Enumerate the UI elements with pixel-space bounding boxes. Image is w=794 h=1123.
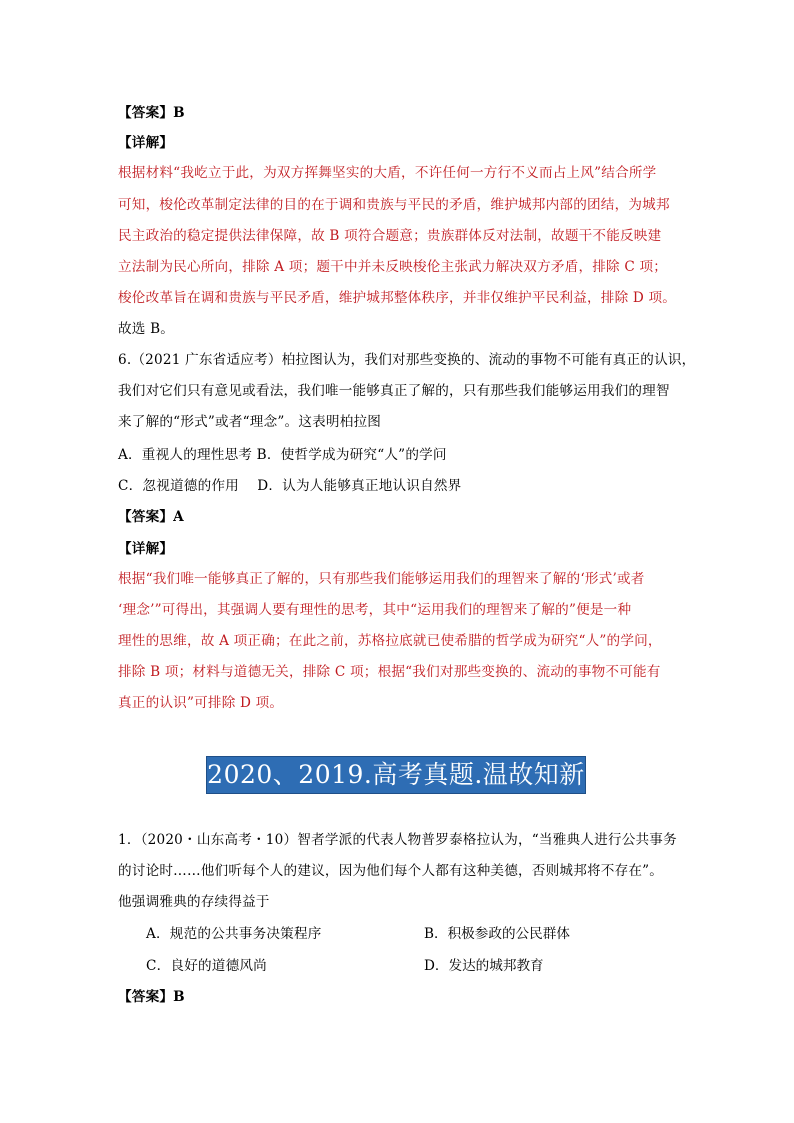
- question-stem-line: 1．（2020・山东高考・10）智者学派的代表人物普罗泰格拉认为，“当雅典人进行公共事务: [118, 832, 677, 848]
- option-c: C．良好的道德风尚: [146, 958, 267, 974]
- detail-text-line: 排除 B 项；材料与道德无关，排除 C 项；根据“我们对那些变换的、流动的事物不可能有: [118, 664, 661, 680]
- question-options-line: A．重视人的理性思考 B．使哲学成为研究“人”的学问: [118, 447, 447, 463]
- detail-text-line: 根据材料“我屹立于此，为双方挥舞坚实的大盾，不许任何一方行不义而占上风”结合所学: [118, 165, 657, 181]
- detail-text-line: 理性的思维，故 A 项正确；在此之前，苏格拉底就已使希腊的哲学成为研究“人”的学问，: [118, 633, 662, 649]
- question-stem-line: 来了解的“形式”或者“理念”。这表明柏拉图: [118, 414, 382, 430]
- detail-text-line: 故选 B。: [118, 321, 175, 337]
- question-stem-line: 6.（2021 广东省适应考）柏拉图认为，我们对那些变换的、流动的事物不可能有真正的认识，: [118, 352, 696, 368]
- option-a: A．规范的公共事务决策程序: [146, 926, 322, 942]
- detail-text-line: 可知，梭伦改革制定法律的目的在于调和贵族与平民的矛盾，维护城邦内部的团结，为城邦: [118, 197, 670, 213]
- detail-text-line: 立法制为民心所向，排除 A 项；题干中并未反映梭伦主张武力解决双方矛盾，排除 C 项；: [118, 259, 668, 275]
- detail-label: 【详解】: [118, 541, 174, 557]
- section-banner: 2020、2019.高考真题.温故知新: [206, 756, 586, 794]
- detail-text-line: 梭伦改革旨在调和贵族与平民矛盾，维护城邦整体秩序，并非仅维护平民利益，排除 D 项。: [118, 290, 677, 306]
- detail-text-line: 根据“我们唯一能够真正了解的，只有那些我们能够运用我们的理智来了解的‘形式’或者: [118, 571, 645, 587]
- answer-label: 【答案】B: [118, 105, 185, 121]
- detail-text-line: ‘理念’”可得出，其强调人要有理性的思考，其中“运用我们的理智来了解的”便是一种: [118, 602, 632, 618]
- detail-text-line: 民主政治的稳定提供法律保障，故 B 项符合题意；贵族群体反对法制，故题干不能反映建: [118, 228, 662, 244]
- question-stem-line: 他强调雅典的存续得益于: [118, 894, 270, 910]
- detail-label: 【详解】: [118, 135, 174, 151]
- answer-label: 【答案】A: [118, 509, 184, 525]
- question-stem-line: 我们对它们只有意见或看法，我们唯一能够真正了解的，只有那些我们能够运用我们的理智: [118, 383, 670, 399]
- answer-label: 【答案】B: [118, 989, 185, 1005]
- question-stem-line: 的讨论时……他们听每个人的建议，因为他们每个人都有这种美德，否则城邦将不存在”。: [118, 863, 664, 879]
- option-b: B．积极参政的公民群体: [424, 926, 570, 942]
- option-d: D．发达的城邦教育: [424, 958, 544, 974]
- detail-text-line: 真正的认识”可排除 D 项。: [118, 695, 284, 711]
- question-options-line: C．忽视道德的作用 D．认为人能够真正地认识自然界: [118, 478, 462, 494]
